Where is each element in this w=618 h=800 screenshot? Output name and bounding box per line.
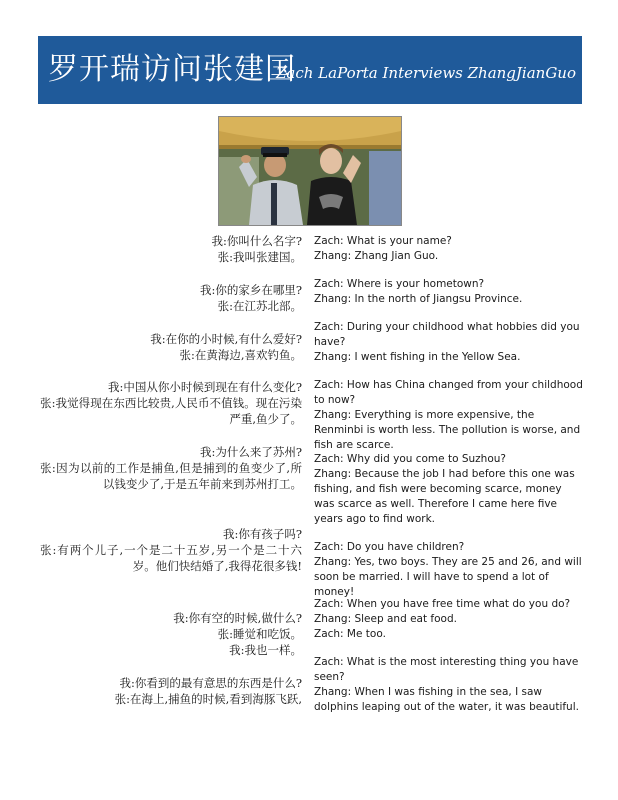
photo-two-men-saluting-icon [219, 117, 401, 225]
title-chinese: 罗开瑞访问张建国 [48, 52, 296, 87]
question-english: Zach: During your childhood what hobbies did you have? [314, 321, 580, 348]
question-english: Zach: How has China changed from your childhood to now? [314, 379, 583, 406]
reply-english: Zach: Me too. [314, 628, 386, 640]
answer-chinese: 张:在黄海边,喜欢钓鱼。 [179, 348, 302, 362]
answer-chinese: 张:我觉得现在东西比较贵,人民币不值钱。现在污染严重,鱼少了。 [40, 396, 302, 426]
reply-chinese: 我:我也一样。 [229, 643, 302, 657]
answer-english: Zhang: Everything is more expensive, the Renminbi is worth less. The pollution is worse, and fish are scarce. [314, 409, 581, 451]
qa-block-1-english [314, 234, 584, 264]
qa-block-8-chinese [40, 675, 302, 707]
qa-block-8-english [314, 655, 584, 715]
answer-english: Zhang: When I was fishing in the sea, I saw dolphins leaping out of the water, it was beautiful. [314, 686, 579, 713]
title-english: Zach LaPorta Interviews ZhangJianGuo [275, 64, 576, 82]
qa-block-4-chinese [40, 379, 302, 427]
qa-block-4-english [314, 378, 584, 453]
question-english: Zach: Do you have children? [314, 541, 465, 553]
answer-english: Zhang: I went fishing in the Yellow Sea. [314, 351, 521, 363]
answer-chinese: 张:我叫张建国。 [217, 250, 302, 264]
answer-chinese: 张:睡觉和吃饭。 [217, 627, 302, 641]
question-chinese: 我:你有孩子吗? [222, 527, 302, 541]
answer-english: Zhang: Sleep and eat food. [314, 613, 457, 625]
answer-chinese: 张:因为以前的工作是捕鱼,但是捕到的鱼变少了,所以钱变少了,于是五年前来到苏州打工。 [40, 461, 302, 491]
header-banner [38, 36, 582, 104]
question-chinese: 我:你的家乡在哪里? [199, 283, 302, 297]
qa-block-7-chinese [40, 610, 302, 658]
answer-chinese: 张:在海上,捕鱼的时候,看到海豚飞跃, [114, 692, 302, 706]
answer-english: Zhang: Zhang Jian Guo. [314, 250, 439, 262]
question-chinese: 我:你看到的最有意思的东西是什么? [119, 676, 302, 690]
question-chinese: 我:中国从你小时候到现在有什么变化? [107, 380, 302, 394]
question-english: Zach: What is your name? [314, 235, 452, 247]
answer-english: Zhang: Yes, two boys. They are 25 and 26, and will soon be married. I will have to spend a lot of money! [314, 556, 582, 598]
question-english: Zach: What is the most interesting thing you have seen? [314, 656, 579, 683]
answer-chinese: 张:有两个儿子,一个是二十五岁,另一个是二十六岁。他们快结婚了,我得花很多钱! [40, 543, 302, 573]
question-chinese: 我:你叫什么名字? [211, 234, 302, 248]
qa-block-2-chinese [40, 282, 302, 314]
qa-block-5-chinese [40, 444, 302, 492]
qa-block-1-chinese [40, 233, 302, 265]
question-english: Zach: When you have free time what do you do? [314, 598, 571, 610]
interview-photo [218, 116, 402, 226]
qa-block-6-chinese [40, 526, 302, 574]
qa-block-3-english [314, 320, 584, 365]
qa-block-2-english [314, 277, 584, 307]
answer-english: Zhang: In the north of Jiangsu Province. [314, 293, 523, 305]
question-english: Zach: Why did you come to Suzhou? [314, 453, 506, 465]
question-english: Zach: Where is your hometown? [314, 278, 485, 290]
qa-block-6-english [314, 540, 584, 600]
answer-english: Zhang: Because the job I had before this one was fishing, and fish were becoming scarce, money was scarce as well. Therefore I came here five years ago to find work. [314, 468, 575, 525]
qa-block-7-english [314, 597, 584, 642]
question-chinese: 我:你有空的时候,做什么? [173, 611, 302, 625]
question-chinese: 我:为什么来了苏州? [199, 445, 302, 459]
question-chinese: 我:在你的小时候,有什么爱好? [150, 332, 302, 346]
qa-block-3-chinese [40, 331, 302, 363]
qa-block-5-english [314, 452, 584, 527]
answer-chinese: 张:在江苏北部。 [217, 299, 302, 313]
